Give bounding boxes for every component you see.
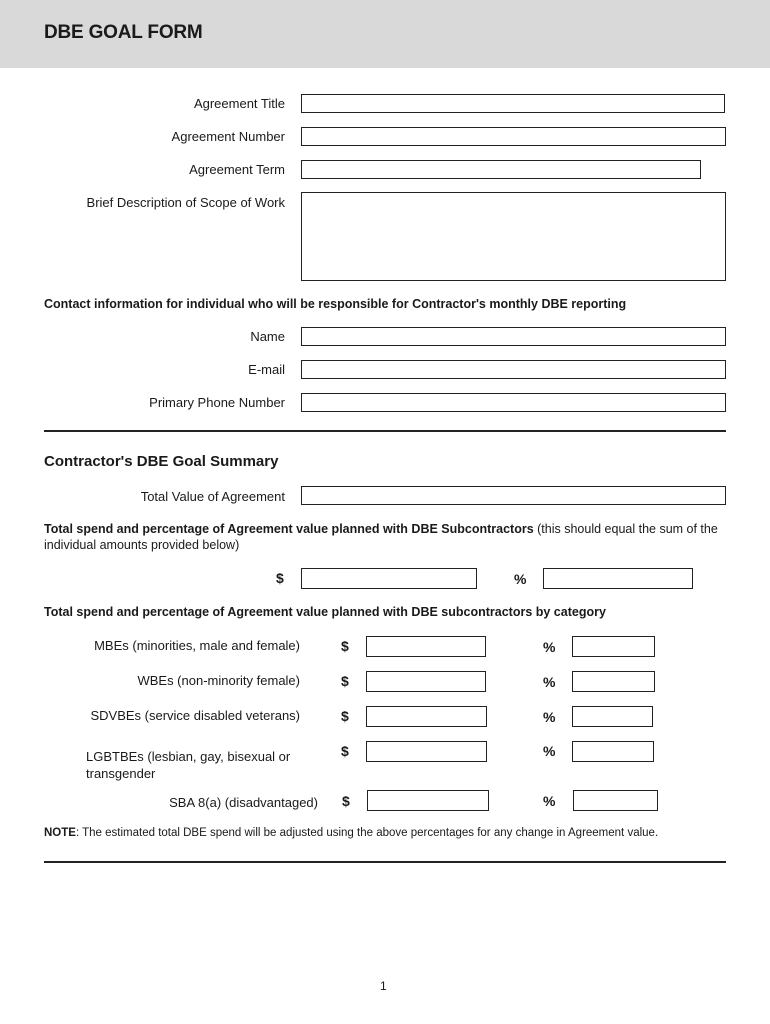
- scope-of-work-field[interactable]: [301, 192, 726, 281]
- total-dollar-field[interactable]: [301, 568, 477, 589]
- category-label-mbe: MBEs (minorities, male and female): [94, 638, 300, 653]
- scope-of-work-label: Brief Description of Scope of Work: [86, 195, 285, 210]
- agreement-term-label: Agreement Term: [189, 162, 285, 177]
- mbe-dollar-field[interactable]: [366, 636, 486, 657]
- contact-email-field[interactable]: [301, 360, 726, 379]
- dollar-symbol: $: [341, 638, 349, 654]
- sba8a-dollar-field[interactable]: [367, 790, 489, 811]
- category-label-sba8a: SBA 8(a) (disadvantaged): [169, 795, 318, 810]
- dollar-symbol: $: [341, 708, 349, 724]
- section-divider: [44, 430, 726, 432]
- dollar-symbol: $: [342, 793, 350, 809]
- note-text: [44, 827, 658, 839]
- total-value-field[interactable]: [301, 486, 726, 505]
- agreement-title-field[interactable]: [301, 94, 725, 113]
- mbe-percent-field[interactable]: [572, 636, 655, 657]
- category-label-lgbtbe: LGBTBEs (lesbian, gay, bisexual or: [86, 749, 291, 764]
- bottom-divider: [44, 861, 726, 863]
- category-heading: Total spend and percentage of Agreement value planned with DBE subcontractors by category: [44, 605, 606, 619]
- category-label-sdvbe: SDVBEs (service disabled veterans): [90, 708, 300, 723]
- contact-heading: Contact information for individual who will be responsible for Contractor's monthly DBE reporting: [44, 297, 627, 311]
- percent-symbol: %: [543, 674, 556, 690]
- sdvbe-percent-field[interactable]: [572, 706, 653, 727]
- contact-name-field[interactable]: [301, 327, 726, 346]
- lgbtbe-percent-field[interactable]: [572, 741, 654, 762]
- total-percent-symbol: %: [514, 571, 527, 587]
- percent-symbol: %: [543, 743, 556, 759]
- percent-symbol: %: [543, 709, 556, 725]
- note-label: NOTE: [44, 827, 76, 839]
- page-title: DBE GOAL FORM: [44, 22, 203, 43]
- total-value-label: Total Value of Agreement: [140, 489, 285, 504]
- wbe-dollar-field[interactable]: [366, 671, 486, 692]
- percent-symbol: %: [543, 639, 556, 655]
- category-label-lgbtbe-line2: transgender: [86, 766, 156, 781]
- agreement-number-label: Agreement Number: [171, 129, 285, 144]
- note-body: : The estimated total DBE spend will be adjusted using the above percentages for any change in Agreement value.: [75, 827, 659, 839]
- agreement-term-field[interactable]: [301, 160, 701, 179]
- dollar-symbol: $: [341, 673, 349, 689]
- contact-name-label: Name: [250, 329, 285, 344]
- agreement-title-label: Agreement Title: [193, 96, 285, 111]
- page-number: 1: [380, 979, 387, 993]
- total-dollar-symbol: $: [276, 570, 284, 586]
- sba8a-percent-field[interactable]: [573, 790, 658, 811]
- category-label-wbe: WBEs (non-minority female): [137, 673, 300, 688]
- planned-spend-bold: Total spend and percentage of Agreement value planned with DBE Subcontractors: [44, 522, 534, 536]
- agreement-number-field[interactable]: [301, 127, 726, 146]
- planned-spend-note: (this should equal the sum of the individual amounts provided below): [44, 522, 718, 552]
- percent-symbol: %: [543, 793, 556, 809]
- summary-heading: Contractor's DBE Goal Summary: [44, 453, 279, 470]
- contact-phone-field[interactable]: [301, 393, 726, 412]
- planned-spend-text: [44, 521, 734, 553]
- total-percent-field[interactable]: [543, 568, 693, 589]
- dollar-symbol: $: [341, 743, 349, 759]
- contact-email-label: E-mail: [248, 362, 285, 377]
- contact-phone-label: Primary Phone Number: [149, 395, 285, 410]
- lgbtbe-dollar-field[interactable]: [366, 741, 487, 762]
- wbe-percent-field[interactable]: [572, 671, 655, 692]
- sdvbe-dollar-field[interactable]: [366, 706, 487, 727]
